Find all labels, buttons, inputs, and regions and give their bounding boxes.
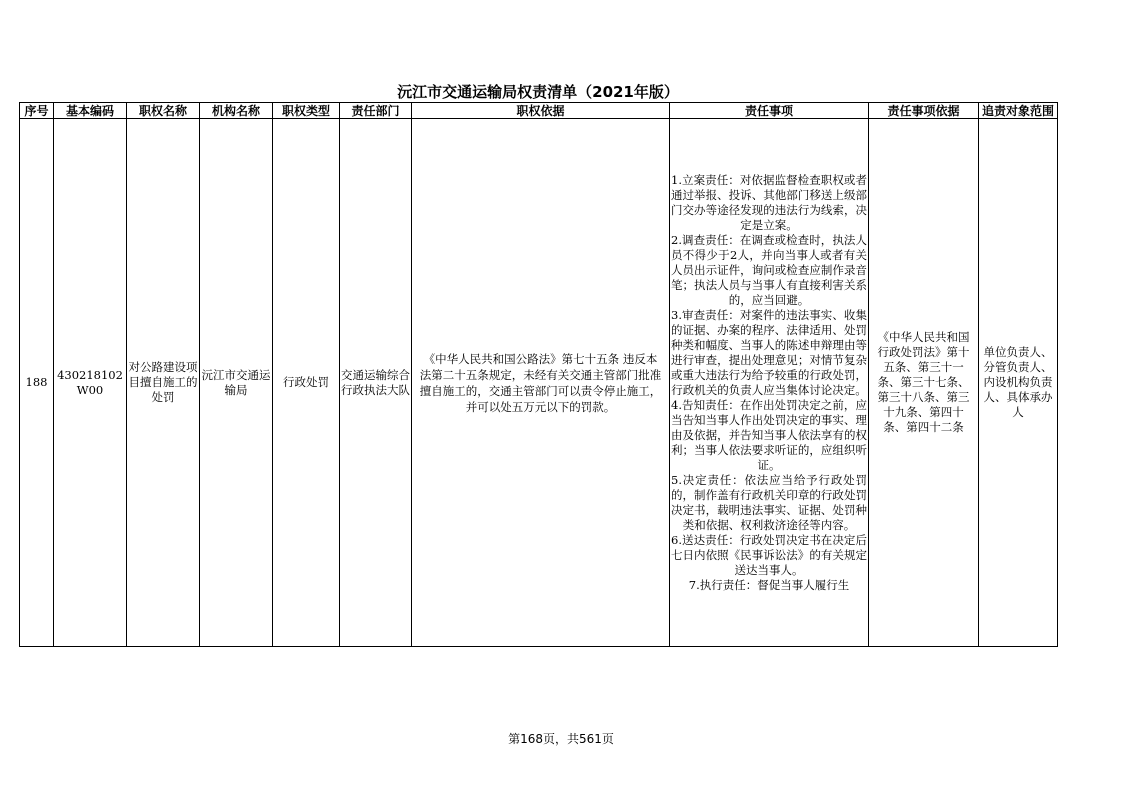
header-seq: 序号	[20, 103, 54, 119]
header-accountability: 追责对象范围	[979, 103, 1058, 119]
page-title: 沅江市交通运输局权责清单（2021年版）	[397, 83, 679, 101]
header-code: 基本编码	[54, 103, 127, 119]
header-power-name: 职权名称	[127, 103, 200, 119]
cell-accountability: 单位负责人、分管负责人、内设机构负责人、具体承办人	[979, 119, 1058, 647]
cell-duties	[670, 119, 869, 647]
duty-item: 3.审查责任：对案件的违法事实、收集的证据、办案的程序、法律适用、处罚种类和幅度、当事人的陈述申辩理由等进行审查，提出处理意见；对情节复杂或重大违法行为给予较重的行政处罚，行政机关的负责人应当集体讨论决定。	[671, 307, 867, 397]
cell-duty-basis: 《中华人民共和国行政处罚法》第十五条、第三十一条、第三十七条、第三十八条、第三十九条、第四十条、第四十二条	[869, 119, 979, 647]
cell-dept: 交通运输综合行政执法大队	[340, 119, 412, 647]
cell-code: 430218102W00	[54, 119, 127, 647]
cell-seq: 188	[20, 119, 54, 647]
duty-item: 1.立案责任：对依据监督检查职权或者通过举报、投诉、其他部门移送上级部门交办等途径发现的违法行为线索，决定是立案。	[671, 172, 867, 232]
duty-item: 4.告知责任：在作出处罚决定之前，应当告知当事人作出处罚决定的事实、理由及依据，并告知当事人依法享有的权利；当事人依法要求听证的，应组织听证。	[671, 397, 867, 472]
header-dept: 责任部门	[340, 103, 412, 119]
duty-item: 5.决定责任：依法应当给予行政处罚的，制作盖有行政机关印章的行政处罚决定书，载明违法事实、证据、处罚种类和依据、权利救济途径等内容。	[671, 472, 867, 532]
header-duties: 责任事项	[670, 103, 869, 119]
header-power-type: 职权类型	[273, 103, 340, 119]
page-footer: 第168页，共561页	[508, 732, 614, 746]
cell-basis: 《中华人民共和国公路法》第七十五条 违反本法第二十五条规定，未经有关交通主管部门批准擅自施工的，交通主管部门可以责令停止施工，并可以处五万元以下的罚款。	[412, 119, 670, 647]
header-basis: 职权依据	[412, 103, 670, 119]
cell-power-type: 行政处罚	[273, 119, 340, 647]
header-org-name: 机构名称	[200, 103, 273, 119]
cell-org-name: 沅江市交通运输局	[200, 119, 273, 647]
table-header-row	[20, 103, 1058, 119]
power-list-table	[19, 102, 1058, 647]
duty-item: 6.送达责任：行政处罚决定书在决定后七日内依照《民事诉讼法》的有关规定送达当事人。	[671, 532, 867, 577]
cell-power-name: 对公路建设项目擅自施工的处罚	[127, 119, 200, 647]
table-row	[20, 119, 1058, 647]
duty-item: 2.调查责任：在调查或检查时，执法人员不得少于2人，并向当事人或者有关人员出示证件，询问或检查应制作录音笔；执法人员与当事人有直接利害关系的，应当回避。	[671, 232, 867, 307]
header-duty-basis: 责任事项依据	[869, 103, 979, 119]
duty-item: 7.执行责任：督促当事人履行生	[688, 577, 850, 592]
